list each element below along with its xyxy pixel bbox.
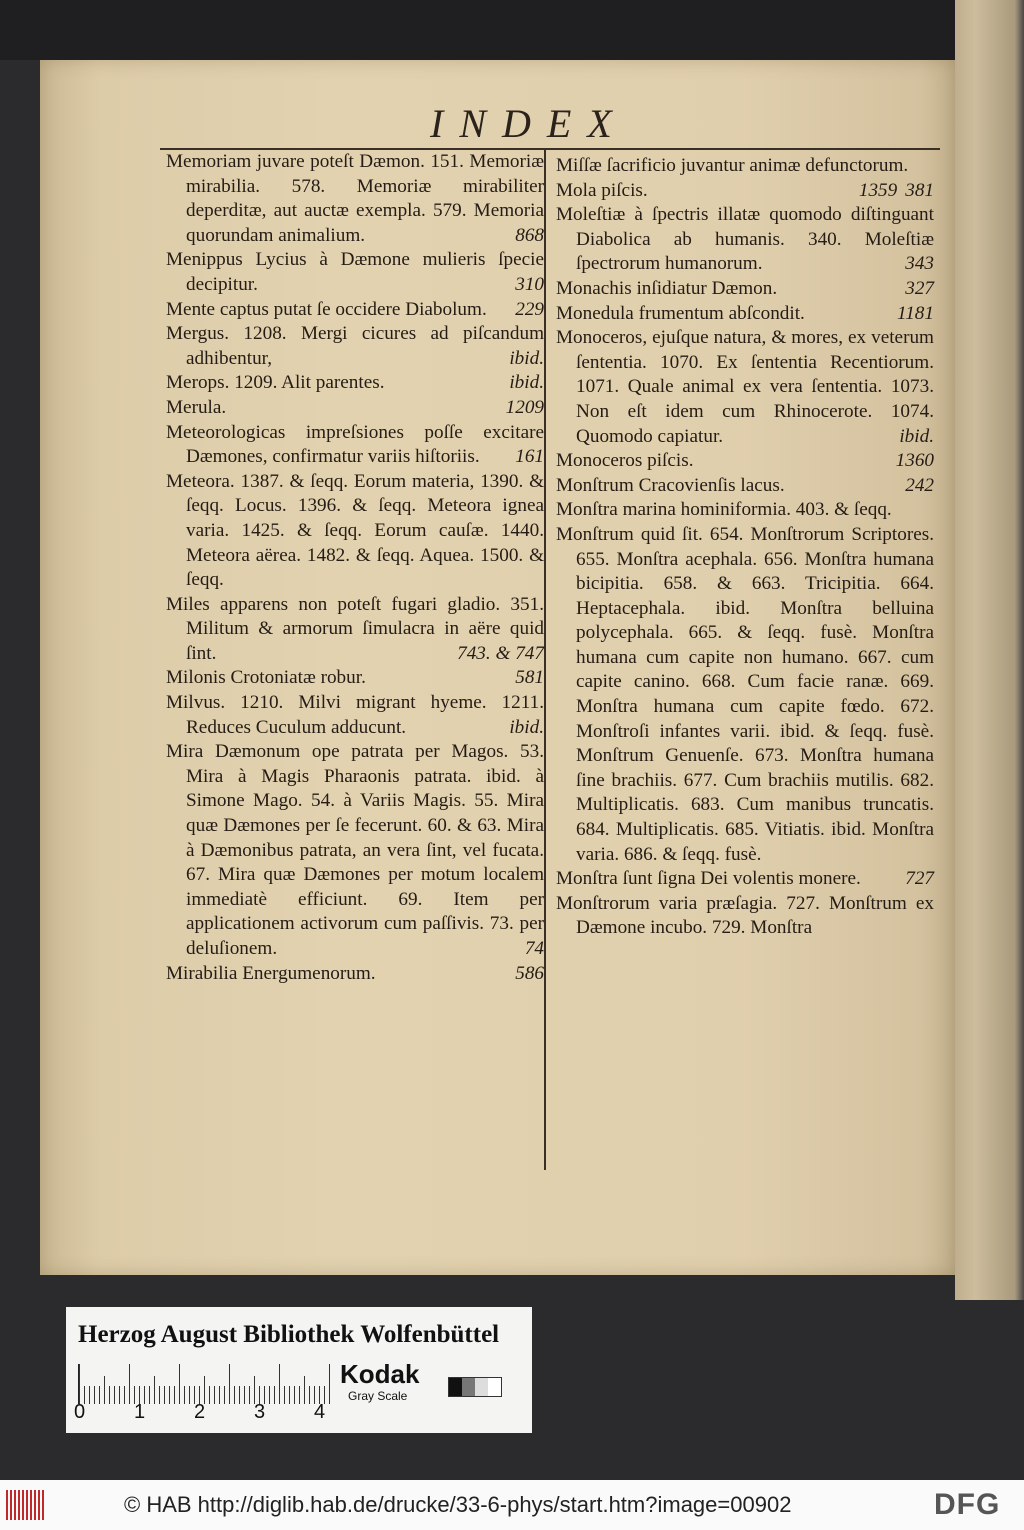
entry-page-ref: ibid. [899, 425, 934, 447]
ruler-tick [329, 1364, 330, 1404]
index-entry [556, 203, 934, 277]
index-entry [556, 892, 934, 941]
ruler-label: 2 [194, 1401, 206, 1423]
entry-text: Monoceros piſcis. [556, 450, 694, 472]
gray-swatches [448, 1377, 502, 1397]
index-column-left [166, 150, 544, 986]
index-column-right [556, 154, 934, 941]
index-entry [166, 691, 544, 740]
scan-backdrop [0, 0, 1024, 60]
ruler-label: 4 [314, 1401, 326, 1423]
ruler-tick [279, 1364, 280, 1404]
entry-text: Mola piſcis. [556, 179, 648, 201]
entry-text: Mergus. 1208. Mergi cicures ad piſcandum adhibentur, [166, 323, 544, 369]
entry-text: Merula. [166, 396, 227, 418]
entry-text: Meteorologicas impreſsiones poſſe excitare Dæmones, confirmatur variis hiſtoriis. [166, 421, 544, 468]
page-title: INDEX [430, 101, 628, 146]
ruler-labels [74, 1401, 344, 1425]
entry-text: Mente captus putat ſe occidere Diabolum. [166, 298, 487, 320]
index-entry [166, 470, 544, 593]
entry-page-ref: 743. & 747 [457, 642, 544, 664]
index-entry [166, 593, 544, 667]
ruler-tick [154, 1376, 155, 1404]
entry-text: Merops. 1209. Alit parentes. [166, 372, 385, 394]
index-entry [556, 523, 934, 867]
entry-text: Monedula frumentum abſcondit. [556, 302, 805, 324]
entry-page-ref: 310 [515, 273, 544, 295]
entry-page-ref: 327 [905, 277, 934, 299]
entry-text: Monachis inſidiatur Dæmon. [556, 277, 778, 299]
entry-page-ref: 868 [515, 224, 544, 246]
entry-page-ref: ibid. [509, 372, 544, 394]
index-entry [166, 371, 544, 396]
ruler-label: 0 [74, 1401, 86, 1423]
entry-page-ref: 229 [515, 298, 544, 320]
entry-text: Mira Dæmonum ope patrata per Magos. 53. Mira à Magis Pharaonis patrata. ibid. à Simone Mago. 54. à Variis Magis. 55. Mira quæ Dæmones per ſe fecerunt. 60. & 63. Mira à Dæmonibus patrata, an vera ſint, vel fucata. 67. Mira quæ Dæmones per motum localem immediatè efficiunt. 69. Item per applicationem activorum cum paſſivis. 73. per deluſionem. [166, 741, 544, 959]
index-entry [556, 498, 934, 523]
ruler-tick [104, 1376, 105, 1404]
color-reference-card [66, 1307, 532, 1433]
index-entry [166, 298, 544, 323]
entry-text: Mirabilia Energumenorum. [166, 962, 376, 984]
entry-page-ref: 74 [524, 938, 544, 959]
entry-page-ref: 581 [515, 667, 544, 689]
ruler-label: 3 [254, 1401, 266, 1423]
entry-text: Meteora. 1387. & ſeqq. Eorum materia, 1390. & ſeqq. Locus. 1396. & ſeqq. Meteora ignea varia. 1425. & ſeqq. Eorum cauſæ. 1440. Meteora aërea. 1482. & ſeqq. Aquea. 1500. & ſeqq. [166, 470, 544, 591]
ruler-tick [204, 1376, 205, 1404]
ruler-tick [254, 1376, 255, 1404]
entry-page-ref: 1359 [858, 179, 898, 201]
entry-text: Moleſtiæ à ſpectris illatæ quomodo diſtinguant Diabolica ab humanis. 340. Moleſtiæ ſpectrorum humanorum. [556, 204, 934, 275]
entry-page-ref: 161 [515, 446, 544, 468]
entry-page-ref: 1181 [897, 302, 934, 324]
index-entry [556, 179, 934, 204]
ruler-tick [129, 1364, 130, 1404]
entry-text: Miles apparens non poteſt fugari gladio. 351. Militum & armorum ſimulacra in aëre quid ſint. [166, 593, 544, 664]
entry-page-ref: 343 [905, 253, 934, 275]
dfg-logo: DFG [934, 1488, 1001, 1521]
entry-page-ref: ibid. [509, 716, 544, 738]
index-entry [166, 396, 544, 421]
index-entry [166, 322, 544, 371]
entry-text: Menippus Lycius à Dæmone mulieris ſpecie decipitur. [166, 249, 544, 295]
index-entry [166, 962, 544, 987]
gray-scale-label: Gray Scale [348, 1389, 408, 1403]
entry-text: Monſtrum quid ſit. 654. Monſtrorum Scriptores. 655. Monſtra acephala. 656. Monſtra humana bicipitia. 658. & 663. Tricipitia. 664. Heptacephala. ibid. Monſtra belluina polycephala. 665. & ſeqq. fusè. Monſtra humana cum capite non humano. 667. cum capite canino. 668. Cum facie ranæ. 669. Monſtra humana cum capite fœdo. 672. Monſtroſi infantes varii. ibid. & ſeqq. fusè. Monſtrum Genuenſe. 673. Monſtra humana ſine brachiis. 677. Cum brachiis mutilis. 682. Multiplicatis. 683. Cum manibus truncatis. 684. Multiplicatis. 685. Vitiatis. ibid. Monſtra varia. 686. & ſeqq. fusè. [556, 523, 934, 865]
index-entry [166, 740, 544, 961]
index-entry [166, 150, 544, 248]
entry-text: Monſtra marina hominiformia. 403. & ſeqq. [556, 499, 892, 521]
entry-text: Monoceros, ejuſque natura, & mores, ex veterum ſententia. 1070. Ex ſententia Recentiorum. 1071. Quale animal ex vera ſententia. 1073. Non eſt idem cum Rhinocerote. 1074. Quomodo capiatur. [556, 327, 934, 447]
entry-page-ref: ibid. [509, 347, 544, 369]
column-divider [544, 150, 546, 1170]
entry-text: Memoriam juvare poteſt Dæmon. 151. Memoriæ mirabilia. 578. Memoriæ mirabiliter deperditæ, aut auctæ exempla. 579. Memoria quorundam animalium. [166, 151, 544, 246]
entry-page-ref: 1360 [895, 450, 934, 472]
entry-text: Milonis Crotoniatæ robur. [166, 667, 366, 689]
index-entry [556, 867, 934, 892]
entry-page-ref: 1209 [505, 396, 544, 418]
index-entry [166, 421, 544, 470]
barcode-icon [6, 1490, 46, 1520]
ruler-tick [304, 1376, 305, 1404]
entry-page-ref: 586 [515, 962, 544, 984]
measurement-ruler [78, 1364, 329, 1404]
entry-page-ref: 727 [905, 868, 934, 890]
index-entry [166, 248, 544, 297]
index-entry [556, 302, 934, 327]
library-name: Herzog August Bibliothek Wolfenbüttel [78, 1321, 500, 1348]
entry-page-ref: 381 [905, 179, 934, 201]
index-entry [556, 326, 934, 449]
index-entry [556, 449, 934, 474]
ruler-tick [79, 1364, 80, 1404]
entry-text: Milvus. 1210. Milvi migrant hyeme. 1211. Reduces Cuculum adducunt. [166, 692, 544, 738]
entry-text: Monſtra ſunt ſigna Dei volentis monere. [556, 868, 861, 890]
entry-text: Miſſæ ſacrificio juvantur animæ defunctorum. [556, 155, 909, 176]
ruler-tick [179, 1364, 180, 1404]
index-entry [556, 474, 934, 499]
ruler-tick [229, 1364, 230, 1404]
entry-page-ref: 242 [905, 474, 934, 496]
facing-page-edge [955, 0, 1024, 1300]
footer-bar [0, 1480, 1024, 1530]
entry-text: Monſtrorum varia præſagia. 727. Monſtrum ex Dæmone incubo. 729. Monſtra [556, 892, 934, 939]
ruler-label: 1 [134, 1401, 146, 1423]
copyright-link[interactable]: © HAB http://diglib.hab.de/drucke/33-6-phys/start.htm?image=00902 [124, 1492, 792, 1517]
kodak-logo: Kodak [340, 1359, 420, 1389]
index-entry [166, 666, 544, 691]
index-entry [556, 277, 934, 302]
entry-text: Monſtrum Cracovienſis lacus. [556, 474, 785, 496]
